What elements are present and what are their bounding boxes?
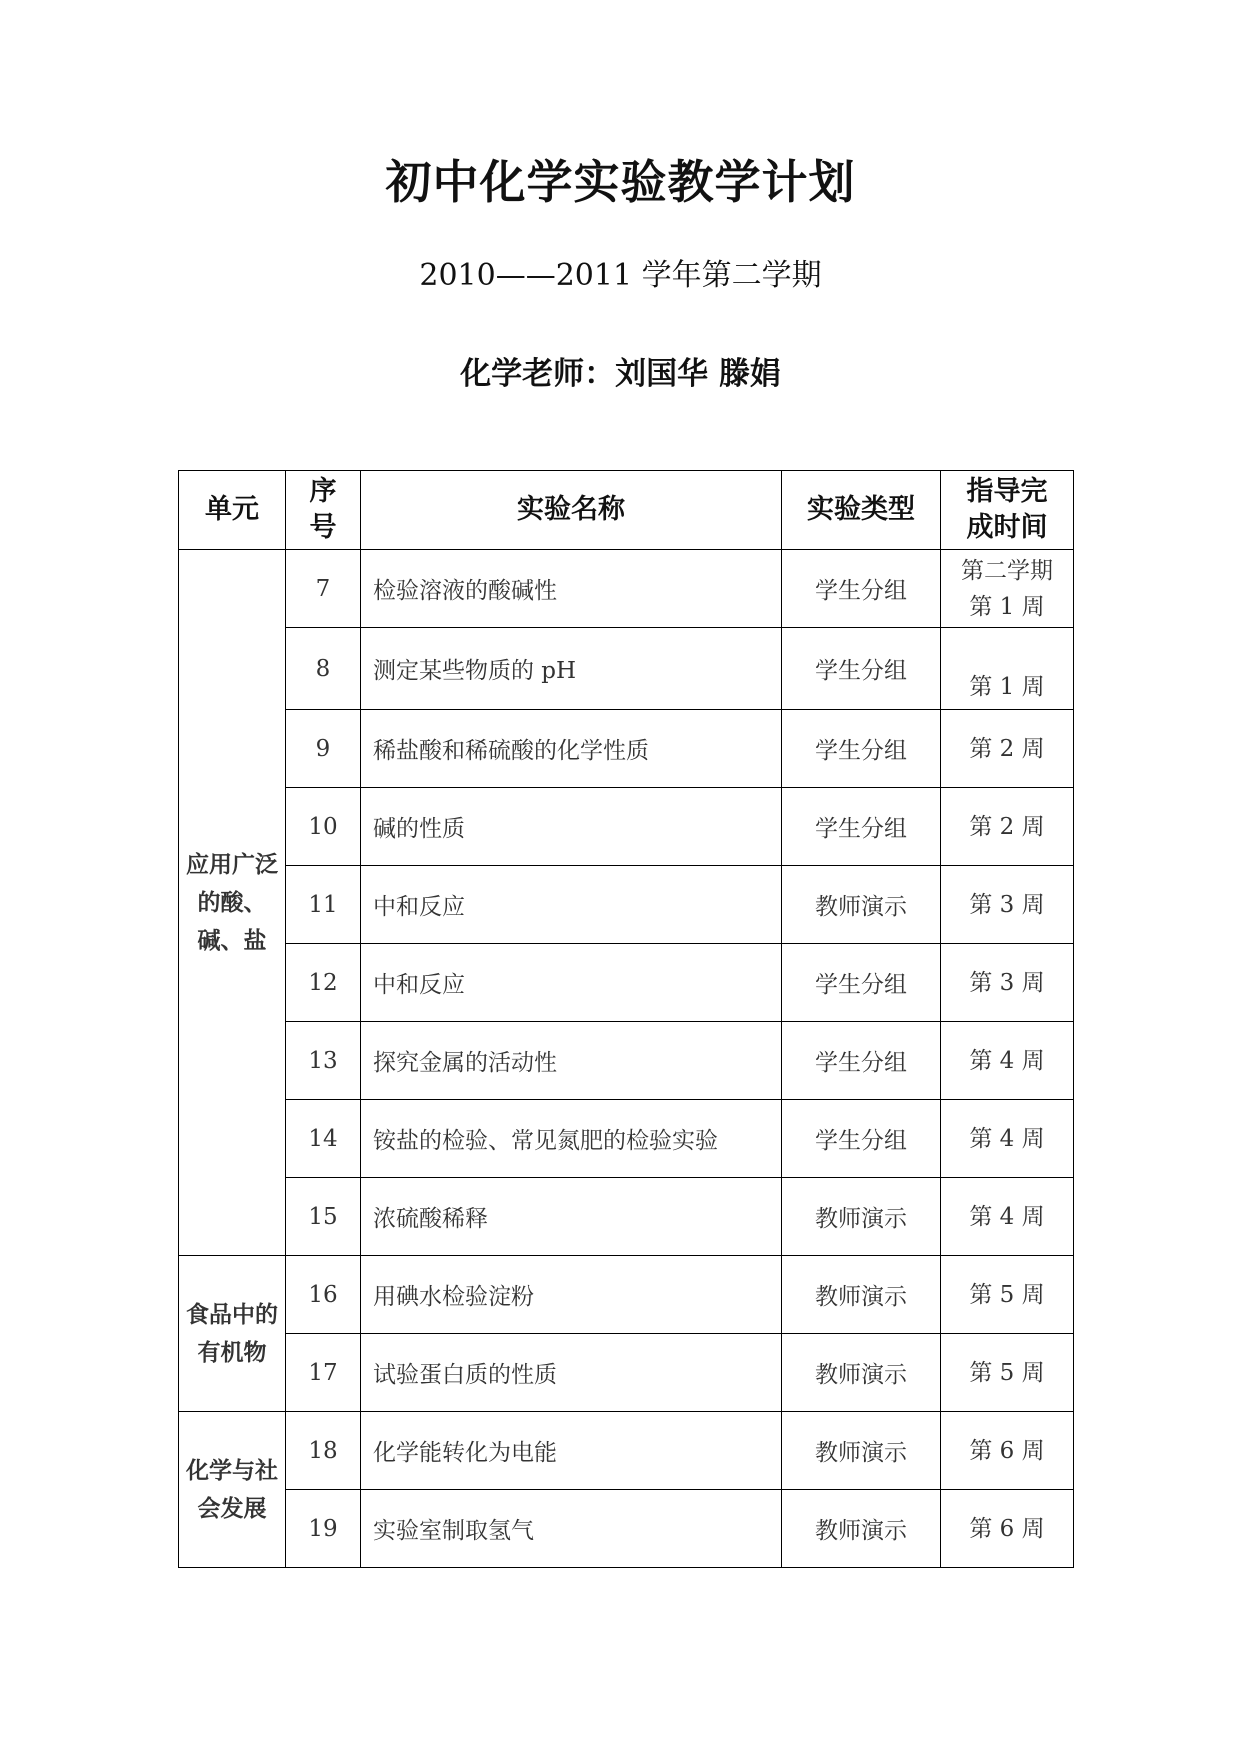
header-time	[941, 471, 1074, 550]
unit-name: 食品中的有机物	[186, 1300, 278, 1366]
unit-cell	[179, 1256, 286, 1412]
table-row	[179, 944, 1074, 1022]
completion-time: 第 3 周	[941, 866, 1074, 944]
experiment-number: 14	[286, 1100, 361, 1178]
experiment-type: 学生分组	[782, 788, 941, 866]
experiment-number: 18	[286, 1412, 361, 1490]
experiment-type: 学生分组	[782, 710, 941, 788]
experiment-name: 测定某些物质的 pH	[361, 628, 782, 710]
experiment-name: 用碘水检验淀粉	[361, 1256, 782, 1334]
table-row	[179, 628, 1074, 710]
table-row	[179, 1412, 1074, 1490]
experiment-number: 17	[286, 1334, 361, 1412]
experiment-type: 教师演示	[782, 1256, 941, 1334]
experiment-type: 教师演示	[782, 1412, 941, 1490]
table-header-row	[179, 471, 1074, 550]
experiment-name: 探究金属的活动性	[361, 1022, 782, 1100]
experiment-name: 实验室制取氢气	[361, 1490, 782, 1568]
experiment-type: 学生分组	[782, 628, 941, 710]
completion-time: 第 5 周	[941, 1334, 1074, 1412]
experiment-type: 教师演示	[782, 1334, 941, 1412]
experiment-number: 15	[286, 1178, 361, 1256]
header-no-label: 序号	[309, 476, 337, 543]
experiment-type: 学生分组	[782, 944, 941, 1022]
completion-time: 第 1 周	[941, 628, 1074, 710]
table-row	[179, 866, 1074, 944]
experiment-name: 中和反应	[361, 866, 782, 944]
experiment-type: 教师演示	[782, 1490, 941, 1568]
completion-time: 第 4 周	[941, 1178, 1074, 1256]
experiment-number: 7	[286, 550, 361, 628]
experiment-name: 铵盐的检验、常见氮肥的检验实验	[361, 1100, 782, 1178]
experiment-number: 12	[286, 944, 361, 1022]
experiment-number: 19	[286, 1490, 361, 1568]
experiment-name: 中和反应	[361, 944, 782, 1022]
experiment-type: 教师演示	[782, 1178, 941, 1256]
experiment-type: 学生分组	[782, 550, 941, 628]
completion-time: 第二学期 第 1 周	[941, 550, 1074, 628]
completion-time: 第 2 周	[941, 788, 1074, 866]
completion-time: 第 5 周	[941, 1256, 1074, 1334]
document-title: 初中化学实验教学计划	[385, 155, 856, 209]
unit-cell	[179, 1412, 286, 1568]
completion-time: 第 6 周	[941, 1412, 1074, 1490]
unit-name: 化学与社会发展	[186, 1456, 278, 1522]
experiment-name: 检验溶液的酸碱性	[361, 550, 782, 628]
experiment-number: 10	[286, 788, 361, 866]
experiment-number: 16	[286, 1256, 361, 1334]
completion-time: 第 2 周	[941, 710, 1074, 788]
experiment-type: 学生分组	[782, 1100, 941, 1178]
teacher-line: 化学老师：刘国华 滕娟	[460, 356, 781, 392]
header-no	[286, 471, 361, 550]
experiment-number: 11	[286, 866, 361, 944]
header-name: 实验名称	[361, 471, 782, 550]
experiment-name: 化学能转化为电能	[361, 1412, 782, 1490]
header-time-label: 指导完成时间	[966, 476, 1048, 543]
experiment-type: 教师演示	[782, 866, 941, 944]
table-row	[179, 1022, 1074, 1100]
header-unit: 单元	[179, 471, 286, 550]
unit-name: 应用广泛的酸、碱、盐	[186, 850, 278, 954]
table-row	[179, 1256, 1074, 1334]
table-row	[179, 1178, 1074, 1256]
table-row	[179, 788, 1074, 866]
experiment-plan-table	[178, 470, 1074, 1568]
experiment-name: 碱的性质	[361, 788, 782, 866]
experiment-number: 9	[286, 710, 361, 788]
experiment-name: 试验蛋白质的性质	[361, 1334, 782, 1412]
document-subtitle: 2010——2011 学年第二学期	[419, 258, 822, 293]
completion-time: 第 3 周	[941, 944, 1074, 1022]
header-type: 实验类型	[782, 471, 941, 550]
table-row	[179, 550, 1074, 628]
completion-time: 第 4 周	[941, 1022, 1074, 1100]
table-row	[179, 1100, 1074, 1178]
experiment-number: 13	[286, 1022, 361, 1100]
experiment-type: 学生分组	[782, 1022, 941, 1100]
experiment-name: 浓硫酸稀释	[361, 1178, 782, 1256]
table-row	[179, 710, 1074, 788]
experiment-number: 8	[286, 628, 361, 710]
table-row	[179, 1334, 1074, 1412]
table-row	[179, 1490, 1074, 1568]
completion-time: 第 6 周	[941, 1490, 1074, 1568]
completion-time: 第 4 周	[941, 1100, 1074, 1178]
experiment-name: 稀盐酸和稀硫酸的化学性质	[361, 710, 782, 788]
unit-cell	[179, 550, 286, 1256]
